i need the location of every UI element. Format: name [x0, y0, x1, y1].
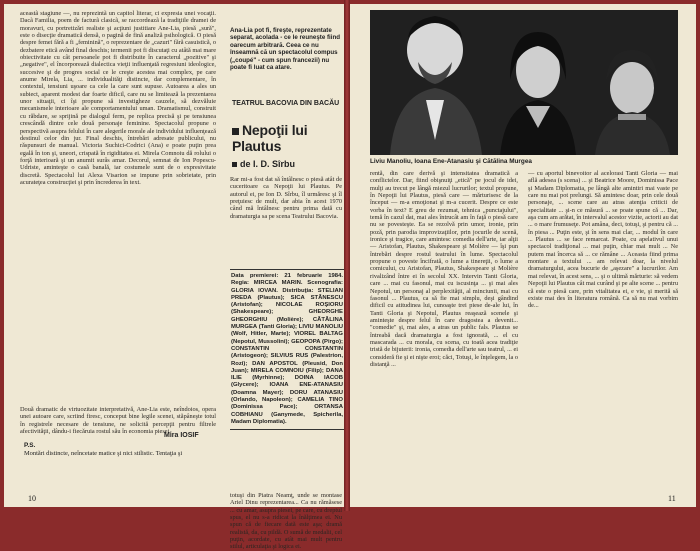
left-column-3: [230, 492, 342, 551]
left-column-1: [20, 10, 216, 405]
right-col1-text: rentă, din care derivă şi intensitatea dramatică a conflictelor. Dar, fiind obişnuiţi „etică" pe jocul de idei, mulţi au trecut pe lângă miezul lucrurilor; textul propune, în Nepoţii lui Plautus, piesă care — mărturisesc de la început — m-a emoţionat şi m-a cucerit. Despre ce este vorba în text? E greu de rezumat, tehnica „punctajului", temă în cazul dat, mai ales întrucât am în faţă o piesă care nu se povesteşte. Ea se rezolvă prin umor, ironie, prin poză, prin parodia improvizaţiilor, prin jocurile de scenă, ironice şi tragice, care amintesc comedia dell'arte, iar alţii — Aristofan, Plautus, Shakespeare şi Molière — îşi pun întrebări despre rostul teatrului în lume. Spectacolul propune o poveste încifrată, o lume a tinereţii, o lume a comicului, cu Aristofan, Plautus, Shakespeare şi Molière rivalizând între ei în secolul XX. Intervin Tanti Gloria, care ... mai cu fasonul, mai cu iscusinţa ... şi mai ales Nepotul, un personaj al perplexităţii, al minciunii, mai cu fasonul ... Plautus, ca să fie mai simplu, deşi gândind dificil cu atitudinea lui, cunoaşte trei piese de-ale lui, în Tanti Gloria şi Nepotul, Plautus reaşează scenele şi aminteşte despre felul în care dragostea a devenit... "comedie" şi, mai ales, a atras un public fals. Plautus se întreabă dacă dramaturgia a fost ignorată, ... el cu mascarada ... cu morala, cu scena, cu toată acea tradiţie tristă de bijuterii: ironia, comedia dell'arte sau teatrul, ... ei consideră fie şi ei nişte eroi; căci, Totuşi, le înţelegem, la o distanţă ...: [370, 170, 518, 368]
article-signature: Mira IOSIF: [164, 432, 199, 439]
production-photo-illustration: [370, 10, 678, 155]
intro-quote: Ana-Lia pot fi, fireşte, reprezentate separat, acolada - ce le reuneşte fiind oarecum arbitrară. Ceea ce nu înseamnă că un spectacolul compus („coupé" - cum spun francezii) nu poate fi luat ca atare.: [230, 27, 341, 72]
play-title-text: Nepoţii lui Plautus: [232, 122, 308, 154]
page-number-left: 10: [28, 494, 36, 503]
left-col1-text-b: Două dramatic de virtuozitate interpretativă, Ane-Lia este, neîndoios, opera unei autoare care, scriind firesc, conceput bine legile scenei, stăpâneşte totul în registrele necesare de tensiune, ne solicită percepţii pentru filtrele afectivităţii, dându-i fiecăruia rostul său în economia piesei.: [20, 406, 216, 436]
left-col3-text: totuşi din Piatra Neamţ, unde se montase Ariel Dinu reprezentarea... Ca nu rămăsese ... cu amar, asupra piesei, pe care, cu dreptul spus, el nu s-a ridicat la înălţimea ei. Nu spun că de fiecare dată este aşa; dramă realistă, da, cu pildă. O sumă de medalii, cel puţin, acordate, cu atât mai mult pentru stilul, articulaţia şi logica ei.: [230, 492, 342, 551]
right-column-1: [370, 170, 518, 492]
photo-caption: Liviu Manoliu, Ioana Ene-Atanasiu şi Cătălina Murgea: [370, 158, 532, 165]
left-page: [4, 4, 344, 551]
production-photo: [370, 10, 678, 155]
right-page: [350, 4, 696, 507]
ps-text: Montări distincte, neîncetate matice şi nici stilistic. Tentaţia şi: [24, 449, 183, 457]
ps-label: P.S.: [24, 442, 36, 449]
page-number-right: 11: [668, 494, 676, 503]
play-title: [232, 122, 342, 154]
intro-text: Rar mi-a fost dat să întâlnesc o piesă atât de cuceritoare ca Nepoţii lui Plautus. Pe autorul ei, pe Ion D. Sîrbu, îl urmăresc şi îl preţuiesc de mult, dar abia în acest 1970 când mă întâlnesc pentru prima dată cu dramaturgia sa pe scena Teatrului Bacovia.: [230, 176, 342, 220]
right-column-2: [528, 170, 678, 492]
ps-block: [24, 442, 219, 457]
square-bullet-icon: [232, 128, 239, 135]
intro-column: [230, 176, 342, 264]
production-credits: Data premierei: 21 februarie 1984. Regia: MIRCEA MARIN. Scenografia: GLORIA IOVAN. Distribuţia: STELIAN PREDA (Plautus); SICA STĂNESCU (Aristofan); NICOLAE ROŞIORU (Shakespeare); GHEORGHE GHEORGHIU (Molière); CĂTĂLINA MURGEA (Tanti Gloria); LIVIU MANOLIU (Wolf, Hitler, Marte); VIOREL BALTAG (Nepotul, Mussolini); GEOPOPA (Pirgo); CONSTANTIN CONSTANTIN (Aristogeon); SILVIUS RUS (Palestrion, Rozi); DAN APOSTOL (Pleusid, Don Juan); MIRELA COMNOIU (Filip); DANA ILIE (Myrhinne); DOINA IACOB (Glycere); IOANA ENE-ATANASIU (Doamna Mayer); DORU ATANASIU (Orlando, Napoleon); CAMELIA TINO (Dominissa Pace); ORTANSA COBHIANU (Ganymede, Spicherila, Madam Diplomatia).: [230, 269, 344, 430]
left-col1-text: aceastã stagiune —, nu reprezintã un capitol literar, ci expresia unei vocaţii. Dacã Familia, poem de facturã clasicã, se raccordeazã la tradiţiile dramei de moravuri, cu portretizări realiste şi acţiuni justitiare Ane-Lia, piesă „sură", este o disecţie dramatică densă, o pagină de fină analiză psihologică. O piesă despre femei fără a fi „feminină", o reprezentare de „cazuri" fără casuistică, o dezbatere etică având final deschis; termenii pot fi discutaţi cu atâtă mai mare obiectivitate cu cât persoanele pot fi distribuite în caracterul „pozitive" şi „negative", el încorporează dialectica vieţii influenţată regresiuni ideologice, succesive şi de progres social ce le creşte acestea mai complex, pe care anume Mirela, Lia, ... individualităţi distincte, dar complementare, în contextul, tensiuni uşoare ca cele la care sunt supuse. Autoarea a ales un subiect, aparent modest dar foarte dificil, care nu se limitează la prezentarea unor situaţii, ci îşi propune să investigheze cauzele, să dezvăluie mecanismele interioare ale comportamentului uman. Dramatismul, construit cu răbdare, se sprijină pe dialogul ferm, pe replica precisă şi pe tensiunea crescândă dintre cele două personaje feminine. Spectacolul propune o perspectivă asupra felului în care alegerile morale ale individului influenţează destinul celor din jur. Final deschis, întrebări adresate publicului, nu răspunsuri de manual. Victoria Suchici-Codrici (Ana) e poate puţin prea egală în ton şi, uneori, crispată în rigiditatea ei. Mirela Comnoiu dă rolului o forţă interioară şi un anumit surâs amar. Decorul, semnat de Ion Popescu-Udriste, aminteşte o casă banală, iar costumele sunt de o expresivitate discretă. Spectacolul lui Alexa Visarion se impune prin sobrietate, prin acurateţea construcţiei şi prin încrederea în text.: [20, 10, 216, 186]
right-col2-text: — cu aportul binevoitor al acelorasi Tanti Gloria — mai află adesea (s scena) ... şi Beatrice Moore, Dominissa Pace şi Madam Diplomatia, pe lângă alte amintiri mai vaste pe care nu mai pot prelungi. Să amintesc doar, prin cele două personaje, ... scene care au atras atenţia criticii de specialitate ... şi-n ce măsură ... se poate spune că ... Dar, aşa cum am arătat, în intervalul acestor vizite, actorii au dat ... o mare frumuseţe. Pot amâna, deci, totuşi, şi pentru că ... în piesa ... Puţin este, şi în sens mai clar, ... modul în care ... Plautus ... se face remarcat. Poate, cu apelativul unui spectacol tradiţional ... mai puţin, chiar mai mult ... Ne putem mai încerca să ... ce rămâne ... Aceasta fiind prima montare a textului ... am relevat doar, la nivelul dramaturgului, acea bucurie de „aşezare" a lucrurilor. Am mai relevat, în acest sens, ... şi o ultimă mărturie: să vedem Nepoţii lui Plautus cât mai curând şi pe alte scene ... pentru că este o piesă care, prin vitalitatea ei, e vie, şi merită să existe mai des în literatura română. Ca să nu mai vorbim de...: [528, 170, 679, 310]
theatre-name: TEATRUL BACOVIA DIN BACĂU: [232, 100, 340, 107]
author-text: de I. D. Sîrbu: [240, 159, 296, 169]
author-line: [232, 159, 342, 169]
square-bullet-icon: [232, 162, 237, 167]
